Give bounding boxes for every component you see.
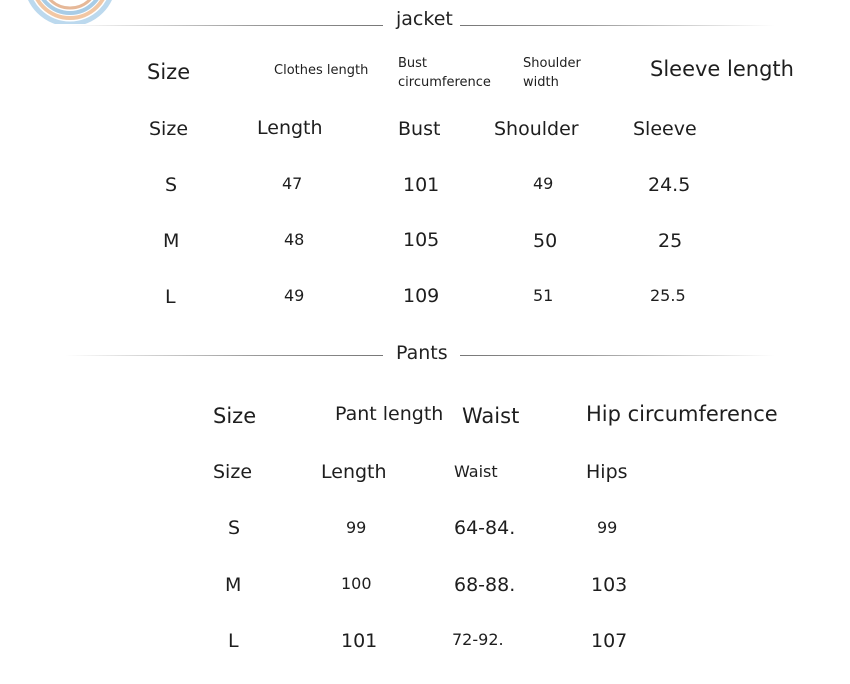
divider-line: [65, 25, 383, 26]
pants-cell-size: S: [228, 517, 241, 539]
jacket-cell-sleeve: 24.5: [648, 174, 691, 196]
pants-cell-size: L: [228, 630, 239, 652]
jacket-cell-size: M: [163, 230, 180, 252]
pants-title: Pants: [396, 342, 448, 364]
pants-cell-hips: 103: [591, 574, 628, 596]
pants-col-size: Size: [213, 461, 253, 483]
pants-cell-hips: 107: [591, 630, 628, 652]
pants-cell-hips: 99: [597, 518, 618, 537]
pants-cell-length: 100: [341, 574, 372, 593]
jacket-header-shoulder-width: Shoulder width: [523, 56, 581, 90]
jacket-cell-length: 47: [282, 174, 303, 193]
pants-header-pant-length: Pant length: [335, 403, 444, 425]
jacket-cell-sleeve: 25.5: [650, 286, 686, 305]
jacket-cell-length: 49: [284, 286, 305, 305]
jacket-cell-sleeve: 25: [658, 230, 683, 252]
pants-cell-waist: 72-92.: [452, 630, 504, 649]
pants-cell-length: 99: [346, 518, 367, 537]
jacket-header-size: Size: [147, 60, 191, 84]
pants-col-hips: Hips: [586, 461, 628, 483]
jacket-header-sleeve-length: Sleeve length: [650, 57, 794, 81]
jacket-cell-bust: 105: [403, 229, 440, 251]
jacket-cell-shoulder: 50: [533, 230, 558, 252]
jacket-col-size: Size: [149, 118, 189, 140]
jacket-header-bust-circumference: Bust circumference: [398, 56, 491, 90]
jacket-cell-length: 48: [284, 230, 305, 249]
jacket-cell-bust: 101: [403, 174, 440, 196]
jacket-col-shoulder: Shoulder: [494, 118, 579, 140]
jacket-col-bust: Bust: [398, 118, 441, 140]
pants-cell-length: 101: [341, 630, 378, 652]
pants-col-waist: Waist: [454, 462, 498, 481]
pants-cell-size: M: [225, 574, 242, 596]
jacket-col-sleeve: Sleeve: [633, 118, 697, 140]
pants-cell-waist: 68-88.: [454, 574, 516, 596]
pants-header-waist: Waist: [462, 404, 520, 428]
jacket-title: jacket: [396, 8, 453, 30]
jacket-cell-size: L: [165, 286, 176, 308]
pants-col-length: Length: [321, 461, 387, 483]
jacket-cell-bust: 109: [403, 285, 440, 307]
jacket-col-length: Length: [257, 117, 323, 139]
jacket-cell-shoulder: 51: [533, 286, 554, 305]
pants-cell-waist: 64-84.: [454, 517, 516, 539]
brand-logo-icon: [20, 0, 120, 24]
jacket-cell-shoulder: 49: [533, 174, 554, 193]
jacket-cell-size: S: [165, 174, 178, 196]
divider-line: [460, 355, 775, 356]
pants-header-hip-circumference: Hip circumference: [586, 402, 778, 426]
pants-header-size: Size: [213, 404, 257, 428]
jacket-header-clothes-length: Clothes length: [274, 63, 369, 78]
divider-line: [65, 355, 383, 356]
divider-line: [460, 25, 775, 26]
